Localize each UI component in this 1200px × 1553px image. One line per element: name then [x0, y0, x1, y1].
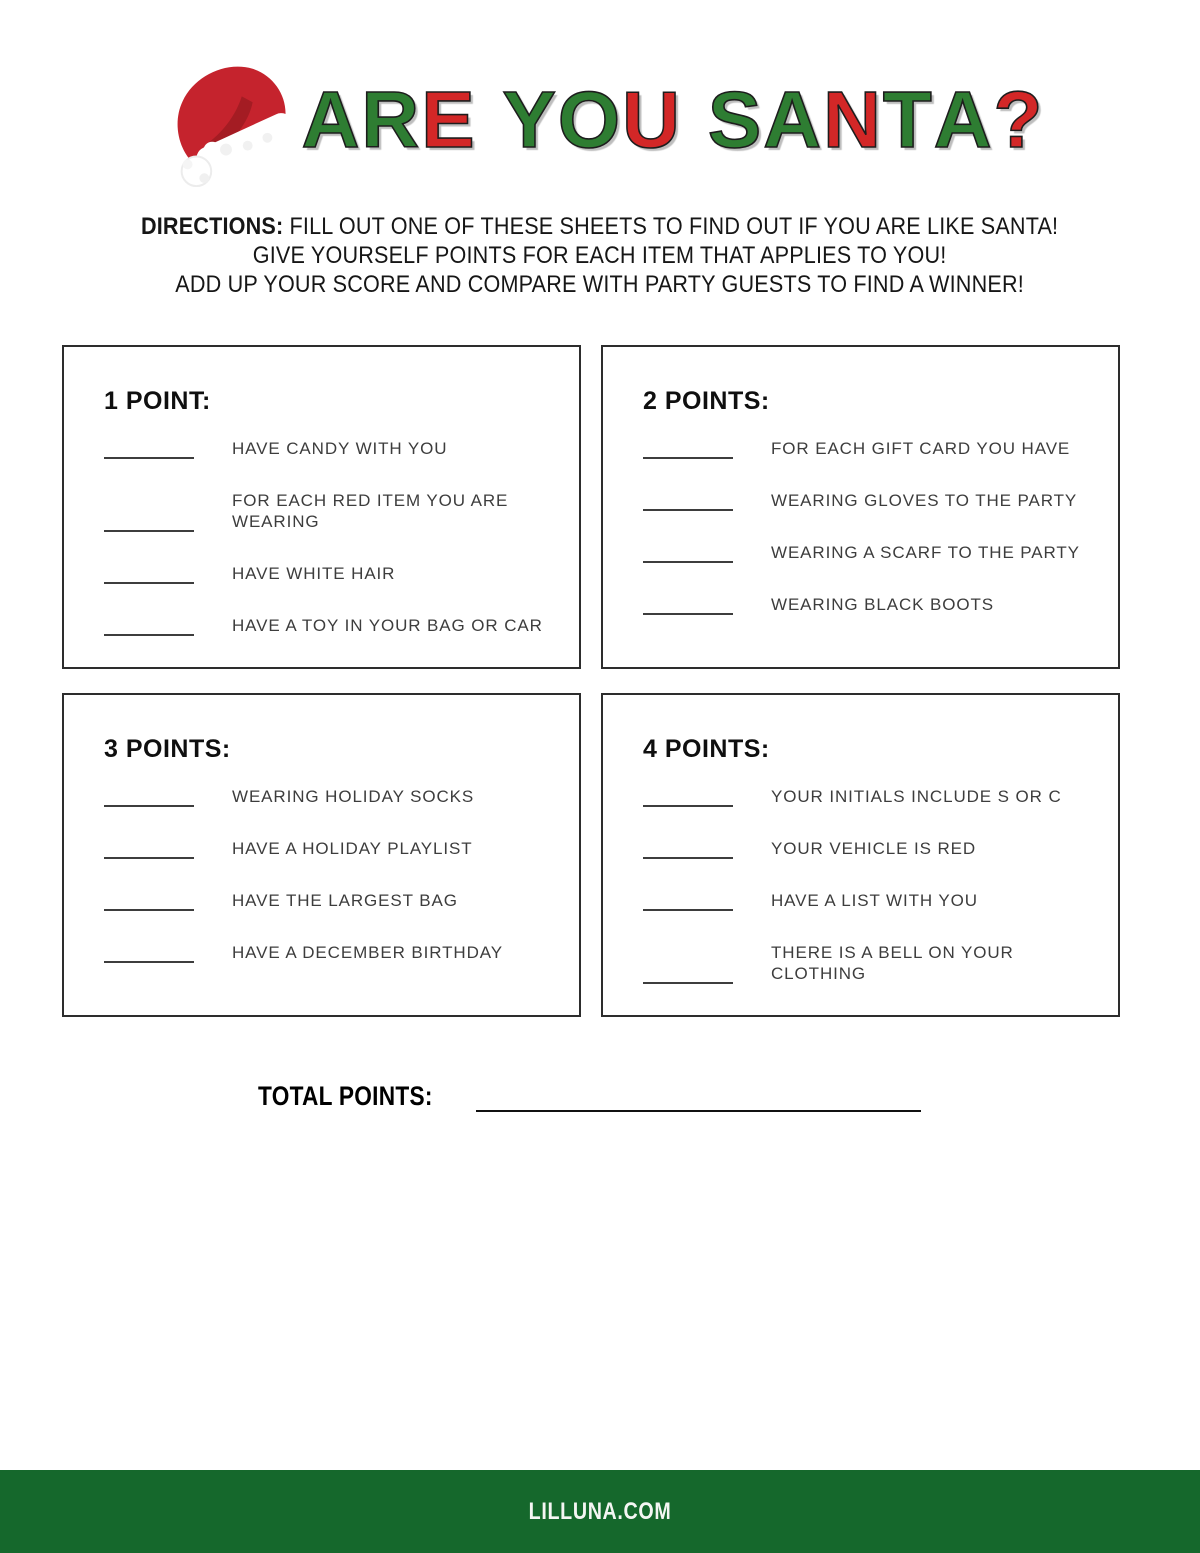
title-letter: T: [882, 75, 932, 164]
title-letter: U: [622, 75, 680, 164]
score-row: [104, 786, 561, 807]
directions-text: FILL OUT ONE OF THESE SHEETS TO FIND OUT IF YOU ARE LIKE SANTA!: [289, 213, 1059, 240]
points-box-4: [601, 693, 1120, 1017]
box-heading: 1 POINT:: [104, 387, 211, 415]
item-label: FOR EACH GIFT CARD YOU HAVE: [771, 439, 1071, 458]
score-row: [643, 890, 1100, 911]
title-letter: A: [763, 75, 822, 164]
score-row: [104, 438, 561, 459]
score-blank-line: [104, 516, 194, 532]
score-row: [104, 890, 561, 911]
score-blank-line: [104, 620, 194, 636]
score-blank-line: [104, 843, 194, 859]
footer-bar: [0, 1470, 1200, 1553]
score-blank-line: [104, 568, 194, 584]
title-letter: ?: [993, 75, 1043, 164]
score-row: [643, 542, 1100, 563]
header: [0, 50, 1200, 190]
item-label: HAVE A LIST WITH YOU: [771, 891, 978, 910]
box-heading: 4 POINTS:: [643, 735, 770, 763]
title-word: [707, 75, 1043, 164]
title-letter: E: [421, 75, 475, 164]
score-blank-line: [104, 791, 194, 807]
score-blank-line: [104, 947, 194, 963]
points-box-2: [601, 345, 1120, 669]
item-label: HAVE CANDY WITH YOU: [232, 439, 448, 458]
points-box-1: [62, 345, 581, 669]
score-blank-line: [643, 547, 733, 563]
score-row: [643, 490, 1100, 511]
score-blank-line: [643, 495, 733, 511]
score-row: [643, 438, 1100, 459]
box-heading: 3 POINTS:: [104, 735, 231, 763]
score-row: [643, 786, 1100, 807]
score-row: [104, 838, 561, 859]
item-label: WEARING BLACK BOOTS: [771, 595, 995, 614]
item-label: THERE IS A BELL ON YOUR CLOTHING: [771, 943, 1014, 983]
score-row: [104, 942, 561, 963]
title-letter: S: [707, 75, 762, 164]
score-blank-line: [643, 599, 733, 615]
item-label: YOUR VEHICLE IS RED: [771, 839, 977, 858]
box-heading: 2 POINTS:: [643, 387, 770, 415]
item-label: HAVE WHITE HAIR: [232, 564, 396, 583]
item-label: HAVE A HOLIDAY PLAYLIST: [232, 839, 473, 858]
title-letter: N: [823, 75, 881, 164]
points-box-3: [62, 693, 581, 1017]
title-letter: Y: [502, 75, 556, 164]
item-label: WEARING HOLIDAY SOCKS: [232, 787, 475, 806]
score-blank-line: [643, 843, 733, 859]
score-blank-line: [643, 791, 733, 807]
total-points-section: [0, 1081, 1200, 1112]
points-grid: [62, 345, 1120, 1017]
directions-line-3: ADD UP YOUR SCORE AND COMPARE WITH PARTY GUESTS TO FIND A WINNER!: [175, 271, 1025, 298]
score-row: [104, 563, 561, 584]
item-label: FOR EACH RED ITEM YOU ARE WEARING: [232, 491, 509, 531]
directions-line-2: GIVE YOURSELF POINTS FOR EACH ITEM THAT APPLIES TO YOU!: [253, 242, 947, 269]
score-blank-line: [643, 443, 733, 459]
directions: [0, 212, 1200, 299]
page-title: [301, 75, 1044, 164]
title-letter: A: [301, 75, 360, 164]
santa-hat-icon: [157, 53, 295, 191]
title-word: [301, 75, 476, 164]
item-label: HAVE A DECEMBER BIRTHDAY: [232, 943, 503, 962]
score-blank-line: [643, 895, 733, 911]
total-points-line: [476, 1090, 921, 1112]
total-points-label: TOTAL POINTS:: [258, 1081, 433, 1111]
score-blank-line: [104, 443, 194, 459]
title-letter: O: [557, 75, 621, 164]
title-word: [502, 75, 681, 164]
score-row: [643, 942, 1100, 984]
site-text: LILLUNA.COM: [528, 1497, 672, 1525]
score-row: [643, 594, 1100, 615]
score-blank-line: [643, 968, 733, 984]
directions-line-1: [141, 212, 1058, 241]
item-label: YOUR INITIALS INCLUDE S OR C: [771, 787, 1062, 806]
item-label: WEARING GLOVES TO THE PARTY: [771, 491, 1078, 510]
score-blank-line: [104, 895, 194, 911]
title-letter: A: [933, 75, 992, 164]
item-label: WEARING A SCARF TO THE PARTY: [771, 543, 1080, 562]
score-row: [104, 615, 561, 636]
score-row: [104, 490, 561, 532]
title-letter: R: [361, 75, 420, 164]
item-label: HAVE THE LARGEST BAG: [232, 891, 458, 910]
score-row: [643, 838, 1100, 859]
directions-label: DIRECTIONS:: [141, 213, 284, 240]
item-label: HAVE A TOY IN YOUR BAG OR CAR: [232, 616, 543, 635]
